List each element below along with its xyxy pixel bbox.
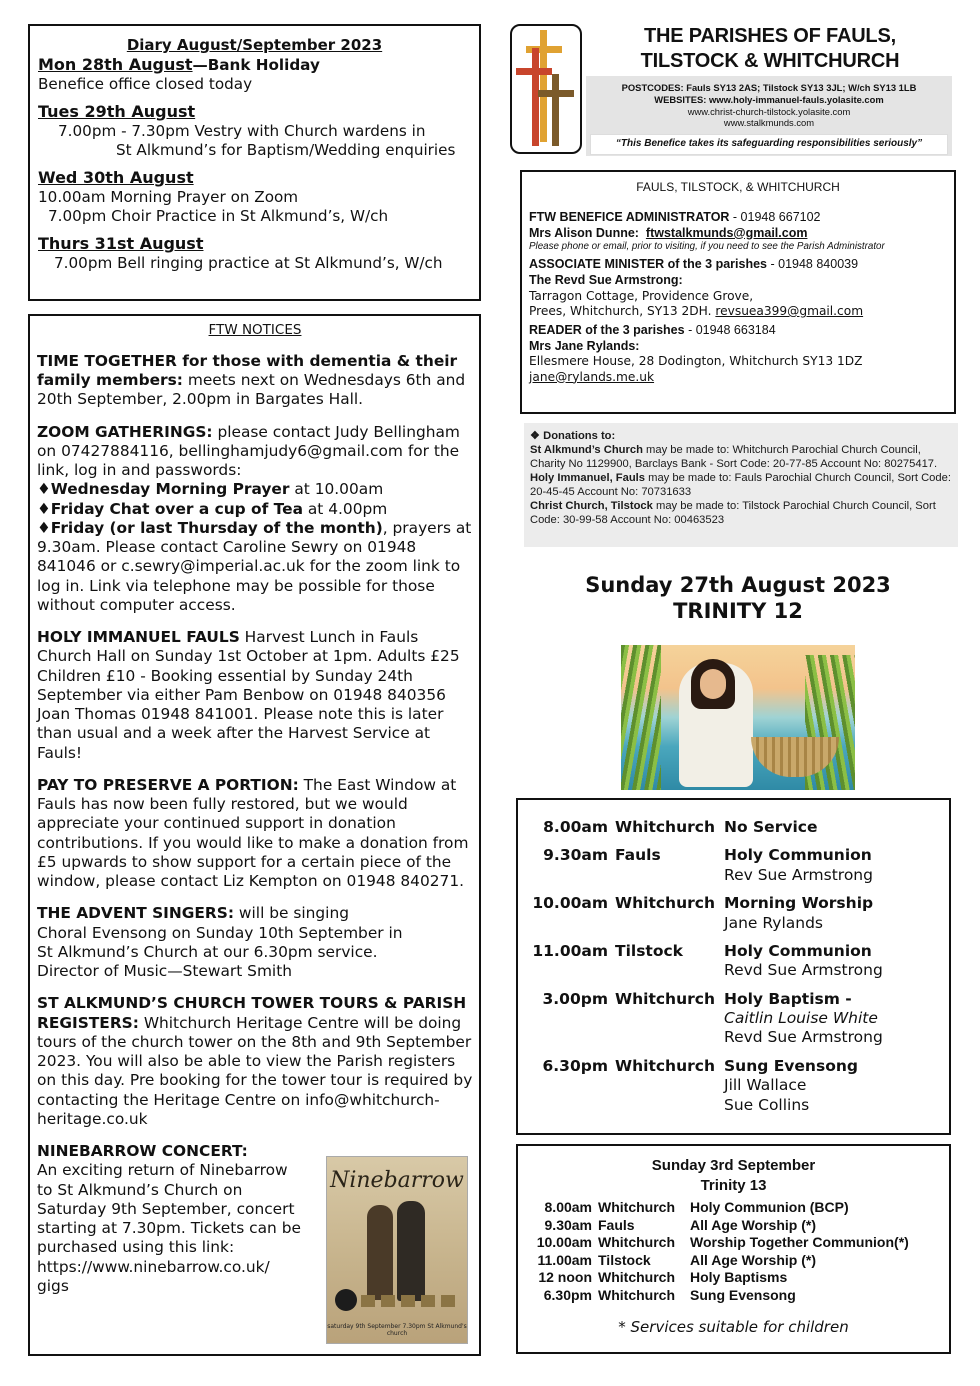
notice-zoom (37, 423, 473, 616)
service-time: 11.00am (532, 941, 608, 960)
service-leader: Jill Wallace (724, 1076, 807, 1095)
ninebarrow-link[interactable]: https://www.ninebarrow.co.uk/ (37, 1257, 270, 1276)
next-service-row (524, 1199, 943, 1217)
donation-text: may be made to: Fauls Parochial Church Council, Sort Code: 20-45-45 Account No: 70731633 (530, 472, 951, 498)
service-row (524, 990, 943, 1048)
donation-church: Holy Immanuel, Fauls (530, 472, 646, 484)
diary-day: Thurs 31st August (38, 233, 204, 253)
zoom-bullet-title: ♦Wednesday Morning Prayer (37, 480, 290, 499)
diary-entry-1 (38, 55, 471, 94)
admin-name: Mrs Alison Dunne: (529, 225, 639, 240)
donations-heading: ❖ Donations to: (530, 430, 616, 442)
reeds-left (621, 645, 661, 790)
notice-text: Harvest Lunch in Fauls Church Hall on Sunday 1st October at 1pm. Adults £25 Children £10 - Booking essential by Sunday 24th September via either Pam Benbow on 01948 840356 Joan Thomas 01948 841001. Please note this is later than usual and a week after the Harvest Service at Fauls! (37, 628, 460, 762)
service-leader: Rev Sue Armstrong (724, 865, 873, 884)
assoc-name: The Revd Sue Armstrong: (529, 273, 683, 288)
next-service-row (524, 1234, 943, 1252)
service-desc: No Service (724, 818, 818, 836)
sunday-date: Sunday 27th August 2023 (585, 573, 891, 597)
next-service-time: 9.30am (544, 1216, 592, 1233)
next-service-time: 11.00am (537, 1251, 592, 1268)
notice-text: please contact Judy Bellingham on 07427884116, bellinghamjudy6@gmail.com for the link, log in and passwords: (37, 422, 460, 480)
notice-fauls-harvest (37, 628, 473, 763)
service-time: 8.00am (543, 818, 608, 836)
diary-heading: Diary August/September 2023 (126, 36, 383, 54)
poster-caption: saturday 9th September 7.30pm St Alkmund's church (327, 1322, 467, 1337)
service-desc: Holy Communion (724, 846, 872, 865)
next-service-desc: All Age Worship (*) (690, 1251, 816, 1268)
assoc-label-row (529, 257, 947, 273)
poster-laurels-icon (361, 1295, 461, 1307)
service-leader: Jane Rylands (724, 913, 823, 932)
zoom-bullet-text: at 4.00pm (302, 499, 388, 518)
next-sunday-title: Sunday 3rd September (651, 1157, 816, 1174)
notice-line: St Alkmund’s Church at our 6.30pm service. (37, 942, 378, 961)
notice-preserve-portion (37, 776, 473, 892)
contacts-box (520, 170, 956, 414)
service-leader: Sue Collins (724, 1095, 810, 1114)
website-1[interactable]: WEBSITES: www.holy-immanuel-fauls.yolasite.com (654, 93, 884, 105)
ninebarrow-poster-image (326, 1156, 468, 1344)
service-time: 10.00am (532, 894, 608, 913)
diary-entry-2 (38, 102, 471, 160)
assoc-phone: - 01948 840039 (767, 257, 859, 272)
diary-line: St Alkmund’s for Baptism/Wedding enquiries (116, 140, 456, 159)
woman-face (700, 669, 726, 699)
service-leader: Revd Sue Armstrong (724, 961, 883, 980)
reader-label-row (529, 323, 947, 339)
next-service-desc: Sung Evensong (690, 1286, 796, 1303)
next-service-place: Tilstock (598, 1251, 651, 1268)
service-place: Whitchurch (615, 989, 715, 1008)
next-service-time: 8.00am (544, 1199, 592, 1215)
zoom-bullet-title: ♦Friday Chat over a cup of Tea (37, 499, 303, 518)
sunday-heading (520, 572, 956, 625)
title-line: THE PARISHES OF FAULS, (644, 25, 896, 47)
service-row (524, 942, 943, 981)
diary-line: 10.00am Morning Prayer on Zoom (38, 187, 299, 206)
reader-label: READER of the 3 parishes (529, 323, 685, 338)
notice-line: An exciting return of Ninebarrow (37, 1161, 288, 1180)
service-desc: Sung Evensong (724, 1056, 858, 1075)
services-box (516, 798, 951, 1135)
postcodes: POSTCODES: Fauls SY13 2AS; Tilstock SY13 3JL; W/ch SY13 1LB (621, 82, 917, 93)
donation-entry (530, 443, 952, 471)
next-service-row (524, 1252, 943, 1270)
notice-line: starting at 7.30pm. Tickets can be (37, 1219, 301, 1238)
reader-email-link[interactable]: jane@rylands.me.uk (529, 369, 655, 384)
notice-line: Saturday 9th September, concert (37, 1199, 295, 1218)
diary-day-suffix: —Bank Holiday (192, 55, 320, 74)
assoc-address-2 (529, 304, 947, 319)
next-service-time: 6.30pm (543, 1286, 592, 1303)
next-service-time: 10.00am (536, 1234, 592, 1250)
donation-entry (530, 471, 952, 499)
service-row (524, 894, 943, 933)
contacts-heading: FAULS, TILSTOCK, & WHITCHURCH (636, 180, 840, 194)
service-time: 3.00pm (542, 989, 608, 1008)
poster-badge-icon (335, 1289, 357, 1311)
notice-title: TIME TOGETHER for those with dementia & their family members: (37, 351, 458, 390)
next-sunday-box (516, 1144, 951, 1354)
notice-line: Director of Music—Stewart Smith (37, 962, 292, 981)
service-leader: Revd Sue Armstrong (724, 1028, 883, 1047)
crosses-logo-icon (510, 24, 582, 154)
next-service-place: Whitchurch (598, 1199, 675, 1215)
poster-figure (367, 1205, 393, 1300)
children-footnote: * Services suitable for children (618, 1318, 849, 1336)
diary-entry-4 (38, 234, 471, 273)
next-service-place: Whitchurch (598, 1269, 675, 1285)
next-service-desc: Worship Together Communion(*) (690, 1234, 909, 1250)
diary-line: Benefice office closed today (38, 74, 253, 93)
service-place: Fauls (615, 846, 661, 865)
service-time: 6.30pm (542, 1056, 608, 1075)
admin-note: Please phone or email, prior to visiting, if you need to see the Parish Administrator (529, 241, 885, 253)
title-line: TILSTOCK & WHITCHURCH (640, 50, 900, 72)
diary-box (28, 24, 481, 301)
next-service-row (524, 1217, 943, 1235)
zoom-bullet-text: , prayers at 9.30am. Please contact Caroline Sewry on 01948 841046 or c.sewry@imperial.ac.uk for the zoom link to log in. Link via telephone may be possible for those without computer access. (37, 518, 472, 614)
notice-advent-singers (37, 904, 473, 981)
poster-figure (397, 1201, 425, 1301)
poster-title: Ninebarrow (330, 1168, 464, 1193)
service-desc: Morning Worship (724, 894, 874, 913)
notice-text: Whitchurch Heritage Centre will be doing tours of the church tower on the 8th and 9th September 2023. You will also be able to view the Parish registers on this day. Pre booking for the tower tour is required by contacting the Heritage Centre on info@whitchurch-heritage.co.uk (37, 1013, 473, 1128)
moses-basket-illustration (621, 645, 855, 790)
reader-phone: - 01948 663184 (684, 323, 776, 338)
diary-day: Mon 28th August (38, 54, 193, 74)
reader-name: Mrs Jane Rylands: (529, 338, 640, 353)
admin-label-row (529, 210, 947, 226)
notice-title: PAY TO PRESERVE A PORTION: (37, 775, 299, 794)
notice-title: HOLY IMMANUEL FAULS (37, 628, 240, 647)
notice-title: ZOOM GATHERINGS: (37, 422, 213, 441)
next-service-row (524, 1269, 943, 1287)
zoom-bullet-text: at 10.00am (289, 480, 384, 499)
assoc-email-link[interactable]: revsuea399@gmail.com (715, 303, 864, 318)
service-desc: Holy Baptism - (724, 989, 852, 1008)
donation-church: Christ Church, Tilstock (530, 500, 653, 512)
donation-entry (530, 499, 952, 527)
diary-line: 7.00pm - 7.30pm Vestry with Church wardens in (58, 121, 426, 140)
notice-line: to St Alkmund’s Church on (37, 1180, 243, 1199)
notice-time-together (37, 352, 473, 410)
notice-title: NINEBARROW CONCERT: (37, 1142, 248, 1161)
safeguarding-statement: “This Benefice takes its safeguarding responsibilities seriously” (590, 134, 948, 155)
notice-tower-tours (37, 994, 473, 1129)
next-service-desc: All Age Worship (*) (690, 1216, 816, 1233)
service-row (524, 1057, 943, 1115)
next-service-desc: Holy Communion (BCP) (690, 1199, 849, 1215)
notice-text: will be singing (234, 904, 349, 923)
postcodes-box (586, 76, 952, 156)
service-place: Tilstock (615, 941, 683, 960)
website-2[interactable]: www.christ-church-tilstock.yolasite.com (687, 105, 851, 117)
assoc-address-text: Prees, Whitchurch, SY13 2DH. (529, 303, 716, 318)
admin-label: FTW BENEFICE ADMINISTRATOR (529, 210, 730, 224)
service-place: Whitchurch (615, 818, 715, 836)
service-candidate: Caitlin Louise White (724, 1009, 878, 1027)
admin-name-row (529, 226, 947, 242)
next-service-row (524, 1287, 943, 1305)
notice-text: The East Window at Fauls has now been fully restored, but we would appreciate your continued support in donation contributions. If you would like to make a donation from £5 upwards to show support for a certain piece of the window, please contact Liz Kempton on 01948 840271. (37, 775, 469, 891)
donation-text: may be made to: Whitchurch Parochial Church Council, Charity No 1129900, Barclays Bank - Sort Code: 20-77-85 Account No: 80275417. (530, 444, 938, 470)
service-desc: Holy Communion (724, 941, 872, 960)
notice-text: meets next on Wednesdays 6th and 20th September, 2.00pm in Bargates Hall. (37, 371, 466, 409)
admin-phone: - 01948 667102 (729, 210, 821, 224)
next-services-list (524, 1199, 943, 1304)
donations-box (524, 423, 958, 547)
admin-email-link[interactable]: ftwstalkmunds@gmail.com (645, 225, 808, 240)
notice-ninebarrow (37, 1142, 317, 1296)
next-sunday-trinity: Trinity 13 (700, 1176, 767, 1194)
notice-line: Choral Evensong on Sunday 10th September in (37, 923, 403, 942)
assoc-label: ASSOCIATE MINISTER of the 3 parishes (529, 257, 768, 272)
next-service-place: Fauls (598, 1216, 635, 1233)
next-service-time: 12 noon (538, 1269, 592, 1285)
diary-line: 7.00pm Bell ringing practice at St Alkmund’s, W/ch (54, 253, 443, 272)
service-row (524, 818, 943, 837)
notice-line: purchased using this link: (37, 1238, 235, 1257)
diary-day: Tues 29th August (38, 101, 196, 121)
next-service-desc: Holy Baptisms (690, 1269, 788, 1285)
reader-address: Ellesmere House, 28 Dodington, Whitchurch SY13 1DZ (529, 354, 863, 369)
service-time: 9.30am (543, 846, 608, 865)
donation-church: St Alkmund’s Church (530, 444, 643, 456)
notice-title: ST ALKMUND’S CHURCH TOWER TOURS & PARISH REGISTERS: (37, 994, 467, 1032)
donation-text: may be made to: Tilstock Parochial Church Council, Sort Code: 30-99-58 Account No: 00463523 (530, 500, 936, 526)
service-row (524, 846, 943, 885)
website-3[interactable]: www.stalkmunds.com (723, 117, 815, 129)
next-service-place: Whitchurch (598, 1286, 675, 1303)
ninebarrow-link-cont[interactable]: gigs (37, 1276, 69, 1295)
service-place: Whitchurch (615, 894, 715, 913)
diary-day: Wed 30th August (38, 167, 194, 187)
notice-title: THE ADVENT SINGERS: (37, 904, 235, 923)
notices-heading: FTW NOTICES (208, 322, 302, 338)
diary-entry-3 (38, 168, 471, 226)
page-title (590, 24, 950, 74)
next-service-place: Whitchurch (598, 1234, 675, 1250)
assoc-address: Tarragon Cottage, Providence Grove, (529, 288, 754, 303)
diary-line: 7.00pm Choir Practice in St Alkmund’s, W/ch (48, 206, 389, 225)
sunday-trinity: TRINITY 12 (673, 599, 803, 624)
notices-box (28, 314, 481, 1356)
zoom-bullet-title: ♦Friday (or last Thursday of the month) (37, 518, 383, 537)
service-place: Whitchurch (615, 1056, 715, 1075)
